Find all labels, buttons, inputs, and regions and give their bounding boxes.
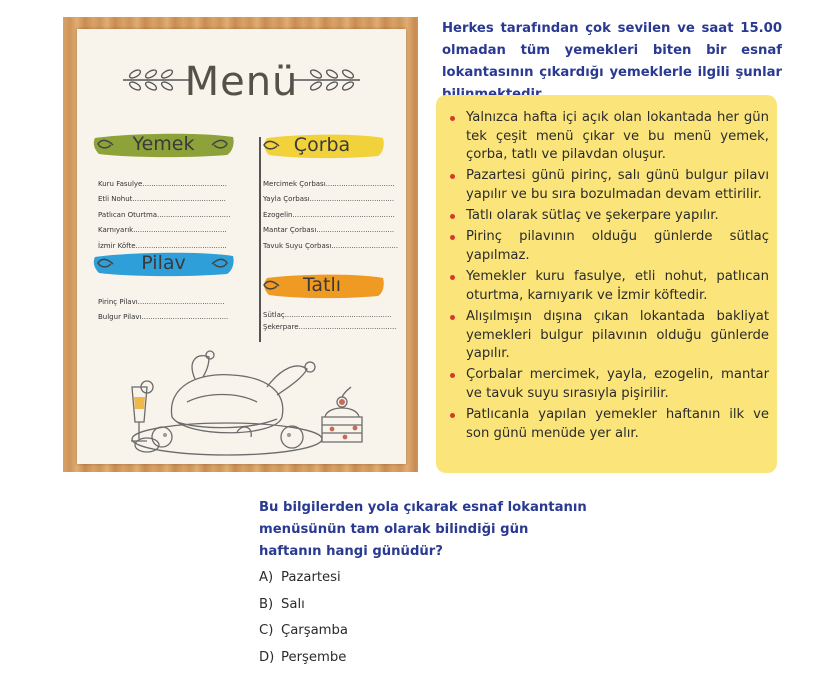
flourish-icon — [210, 256, 230, 272]
bullet-icon — [450, 315, 455, 320]
answer-options — [259, 565, 348, 671]
option-key: D) — [259, 649, 275, 665]
info-item: Yemekler kuru fasulye, etli nohut, patlıcan oturtma, karnıyarık ve İzmir köftedir. — [466, 268, 769, 305]
roast-chicken-illustration — [117, 347, 367, 462]
option-text: Pazartesi — [281, 570, 341, 585]
menu-item: Sütlaç................................................ — [263, 311, 392, 319]
menu-item: Mercimek Çorbası............................... — [263, 180, 395, 188]
option-key: B) — [259, 596, 274, 612]
menu-item: İzmir Köfte......................................... — [98, 241, 227, 250]
bullet-icon — [450, 116, 455, 121]
flourish-icon — [210, 137, 230, 153]
info-box — [436, 95, 777, 473]
info-item: Çorbalar mercimek, yayla, ezogelin, mantar ve tavuk suyu sırasıyla pişirilir. — [466, 366, 769, 403]
menu-item: Etli Nohut.......................................... — [98, 195, 226, 204]
corba-items — [263, 177, 403, 254]
category-label: Pilav — [141, 252, 186, 274]
menu-paper — [77, 29, 406, 464]
option-a[interactable] — [259, 565, 348, 592]
info-item: Pazartesi günü pirinç, salı günü bulgur pilavı yapılır ve bu sıra bozulmadan devam ettirilir. — [466, 167, 769, 204]
category-label: Yemek — [132, 133, 195, 155]
bullet-icon — [450, 275, 455, 280]
menu-item: Yayla Çorbası...................................... — [263, 195, 395, 204]
menu-title: Menü — [184, 59, 299, 105]
category-label: Çorba — [293, 134, 351, 156]
option-text: Salı — [281, 596, 305, 612]
bullet-icon — [450, 174, 455, 179]
option-b[interactable] — [259, 592, 348, 619]
category-yemek — [91, 132, 236, 158]
bullet-icon — [450, 413, 455, 418]
info-item: Alışılmışın dışına çıkan lokantada bakliyat yemekleri bulgur pilavının olduğu günlerde yapılır. — [466, 308, 769, 364]
info-item: Tatlı olarak sütlaç ve şekerpare yapılır. — [466, 207, 769, 226]
menu-item: Şekerpare............................................ — [263, 323, 397, 331]
option-c[interactable] — [259, 618, 348, 645]
category-label: Tatlı — [302, 274, 342, 296]
option-key: C) — [259, 623, 274, 638]
menu-item: Tavuk Suyu Çorbası.............................. — [263, 241, 399, 250]
info-list — [436, 95, 777, 443]
menu-divider — [259, 137, 261, 342]
intro-text: Herkes tarafından çok sevilen ve saat 15.00 olmadan tüm yemekleri biten bir esnaf lokantasının çıkardığı yemeklerle ilgili şunlar — [442, 21, 782, 80]
option-d[interactable] — [259, 645, 348, 672]
bullet-icon — [450, 373, 455, 378]
category-pilav — [91, 251, 236, 277]
tatli-items — [263, 309, 403, 333]
menu-board — [63, 17, 418, 472]
yemek-items — [98, 177, 238, 254]
option-key: A) — [259, 570, 274, 585]
menu-item: Kuru Fasulye...................................... — [98, 180, 227, 188]
category-corba — [257, 133, 387, 159]
question-text: Bu bilgilerden yola çıkarak esnaf lokantanın menüsünün tam olarak bilindiği gün haftanın hangi günüdür? — [259, 500, 587, 559]
menu-item: Ezogelin.............................................. — [263, 210, 395, 219]
option-text: Çarşamba — [281, 623, 348, 638]
info-item: Yalnızca hafta içi açık olan lokantada her gün tek çeşit menü çıkar ve bu menü yemek, çorba, tatlı ve pilavdan oluşur. — [466, 109, 769, 165]
menu-item: Patlıcan Oturtma................................. — [98, 210, 231, 219]
option-text: Perşembe — [281, 649, 347, 665]
category-tatli — [257, 273, 387, 299]
menu-item: Bulgur Pilavı....................................... — [98, 313, 229, 322]
bullet-icon — [450, 235, 455, 240]
bullet-icon — [450, 214, 455, 219]
right-laurel-icon — [290, 67, 362, 93]
menu-item: Mantar Çorbası................................... — [263, 226, 395, 235]
menu-item: Karnıyarık.......................................... — [98, 226, 227, 235]
pilav-items — [98, 295, 238, 326]
menu-item: Pirinç Pilavı....................................... — [98, 298, 225, 306]
info-item: Pirinç pilavının olduğu günlerde sütlaç yapılmaz. — [466, 228, 769, 265]
info-item: Patlıcanla yapılan yemekler haftanın ilk ve son günü menüde yer alır. — [466, 406, 769, 443]
